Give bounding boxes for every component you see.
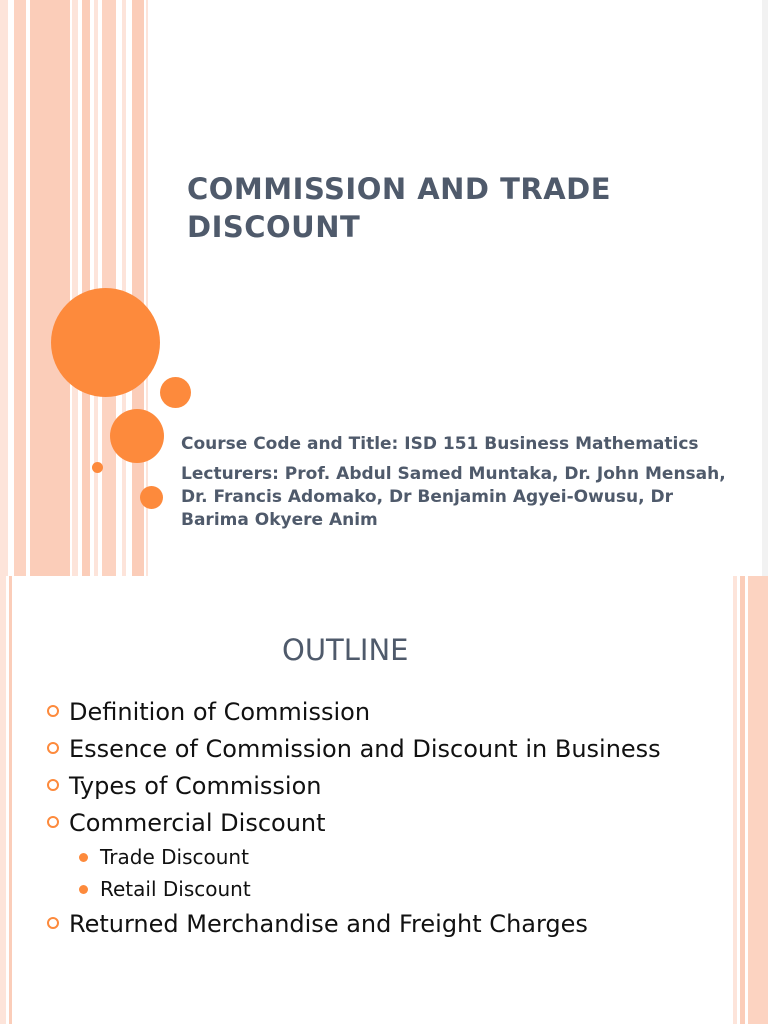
list-item: [44, 770, 684, 802]
lecturers-info: Lecturers: Prof. Abdul Samed Muntaka, Dr. John Mensah, Dr. Francis Adomako, Dr Benjamin Agyei-Owusu, Dr Barima Okyere Anim: [181, 464, 726, 530]
decor-stripe: [14, 0, 26, 576]
decor-circle-small: [140, 486, 163, 509]
list-item-text: Essence of Commission and Discount in Business: [69, 735, 661, 763]
ring-bullet-icon: [47, 816, 59, 828]
outline-title: OUTLINE: [282, 633, 409, 667]
list-item-text: Returned Merchandise and Freight Charges: [69, 910, 588, 938]
decor-circle-medium: [110, 409, 164, 463]
decor-circle-small: [160, 377, 191, 408]
decor-stripe: [733, 576, 737, 1024]
decor-stripe: [72, 0, 78, 576]
ring-bullet-icon: [47, 705, 59, 717]
list-subitem: [44, 844, 684, 871]
list-item: [44, 908, 684, 940]
outline-slide: [0, 576, 768, 1024]
ring-bullet-icon: [47, 742, 59, 754]
decor-circle-large: [51, 288, 160, 397]
list-subitem: [44, 876, 684, 903]
list-subitem-text: Retail Discount: [100, 877, 251, 901]
list-item: [44, 807, 684, 839]
decor-stripe: [0, 0, 8, 576]
list-item-text: Definition of Commission: [69, 698, 371, 726]
dot-bullet-icon: [79, 885, 88, 894]
dot-bullet-icon: [79, 853, 88, 862]
list-subitem-text: Trade Discount: [100, 845, 249, 869]
ring-bullet-icon: [47, 917, 59, 929]
decor-circle-tiny: [92, 462, 103, 473]
list-item-text: Commercial Discount: [69, 809, 326, 837]
outline-list: [44, 696, 684, 945]
decor-stripe: [9, 576, 12, 1024]
decor-stripe: [740, 576, 745, 1024]
list-item: [44, 696, 684, 728]
ring-bullet-icon: [47, 779, 59, 791]
decor-stripe: [82, 0, 90, 576]
list-item: [44, 733, 684, 765]
subtitle-block: [181, 433, 741, 539]
decor-stripe: [122, 0, 126, 576]
course-info: Course Code and Title: ISD 151 Business Mathematics: [181, 434, 699, 454]
slide-title: COMMISSION AND TRADE DISCOUNT: [187, 172, 612, 244]
decor-stripe: [30, 0, 70, 576]
decor-stripe: [0, 576, 6, 1024]
decor-stripe: [762, 0, 768, 576]
list-item-text: Types of Commission: [69, 772, 322, 800]
decor-stripe: [748, 576, 768, 1024]
